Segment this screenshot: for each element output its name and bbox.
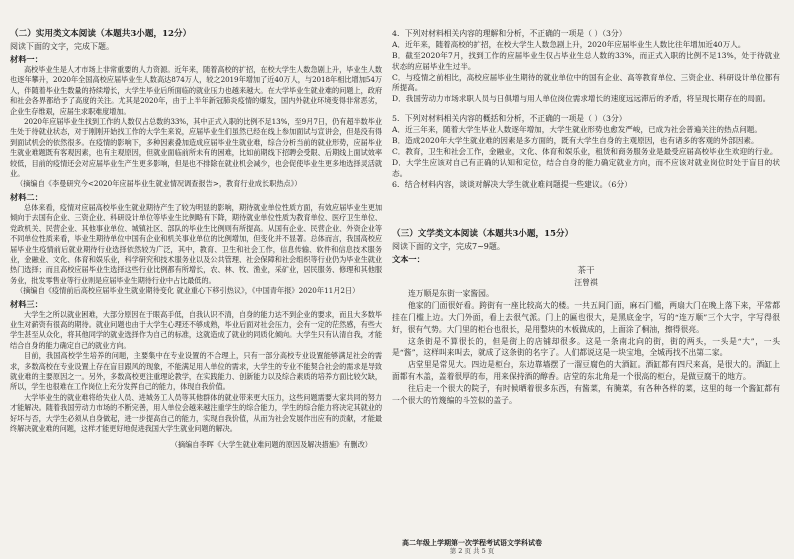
section-title-practical: （二）实用类文本阅读（本题共3小题，12分） [10,29,192,39]
text-1-label: 文本一： [392,254,425,265]
story-paragraph: 店堂里是常见大。四边是柜台，东边靠墙摆了一溜豆腐色的大酒缸。酒缸都有四尺来高，是很大的。酒缸上面都有木盖，盖着很厚的布，用来保持酒的醇香。店堂的东北角是一个很高的柜台，是做豆腐干的地方。 [392,360,780,381]
spacer [392,105,780,113]
story-paragraph: 他家的门面很好看。跨街有一座比较高大的楼。一共五间门面，麻石门槛，两扇大门在晚上落下来，平常都挂在门槛上边。大门外面，看上去很气派。门上的匾也很大，是黑底金字，写的“连万顺”三个大字，字写得很好，很有气势。大门里的柜台也很长，是用整块的木板做成的，上面涂了桐油，擦得很亮。 [392,301,780,334]
material-2-label: 材料二： [10,191,43,202]
exam-title: 高二年级上学期第一次学程考试语文学科试卷 [402,538,542,547]
page-number: 第 2 页 共 5 页 [449,547,495,555]
material-2-source: （摘编自《疫情前后高校应届毕业生就业期待变化 就业重心下移引热议》，《中国青年报》2020年11月2日） [16,286,360,296]
question-4-option-c: C．与疫情之前相比，高校应届毕业生期待的就业单位中的国有企业、高等教育单位、三资企业、科研设计单位都有所提高。 [392,72,780,93]
right-column [392,28,780,406]
left-column [10,28,382,451]
question-4-stem: 4．下列对材料相关内容的理解和分析，不正确的一项是（ ）（3分） [392,29,627,38]
question-5-option-a: A．近三年来，随着大学生毕业人数逐年增加，大学生就业形势也愈发严峻，已成为社会普遍关注的热点问题。 [392,125,762,135]
material-2-paragraph-1: 总体来看，疫情对应届高校毕业生就业期待产生了较为明显的影响，期待就业单位性质方面，有效应届毕业生更加倾向于去国有企业、三资企业、科研设计单位等毕业生比例略有下降，期待就业单位性质为教育单位、医疗卫生单位、党政机关、民营企业、其他事业单位、城镇社区、部队的毕业生比例则有所提高。从国有企业、民营企业、外资企业等不同单位性质来看，毕业生期待单位中国有企业和机关事业单位的比例增加，但变化并不显著。总体而言，我国高校应届毕业生疫情前后就业期待行业选择依然较为广泛，其中，教育、卫生和社会工作，信息传输、软件和信息技术服务业，金融业、文化、体育和娱乐业，科学研究和技术服务业以及公共管理、社会保障和社会组织等行业仍为毕业生就业热门选择；而且高校应届毕业生选择这些行业比例都有所增长，农、林、牧、渔业，采矿业，居民服务、修理和其他服务业，批发零售业等行业则是应届毕业生期待行业中占比最低的。 [10,202,382,285]
literary-instruction: 阅读下面的文字，完成7~9题。 [392,242,505,252]
question-6: 6．结合材料内容，谈谈对解决大学生就业难问题提一些建议。（6分） [392,179,632,189]
material-1-paragraph-2: 2020年应届毕业生找到工作的人数仅占总数的33%，其中正式入职的比例不足13%，至9月7日，仍有超半数毕业生处于待就业状态，对于刚刚开始找工作的大学生来说，应届毕业生们虽然已经在线上参加面试与宣讲会，但是没有得到面试机会的依然很多。在疫情的影响下，多种因素叠加造成应届毕业生就业难，综合分析当前的就业形势，应届毕业生就业难题既有客观因素，也有主观原因，但就业面临前所未有的困难，比如前期线下招聘会受限、后期线上面试效率较低，目前的疫情还会对应届毕业生产生更多影响，但是也不排除在就业机会减少，也会促使毕业生更多地选择灵活就业。 [10,117,382,179]
material-1-paragraph-1: 高校毕业生是人才市场上非常重要的人力资源。近年来，随着高校的扩招，在校大学生人数急剧上升，毕业生人数也逐年攀升，2020年全国高校应届毕业生人数高达874万人，较之2019年增加了近40万人，与2018年相比增加54万人，伴随着毕业生数量的持续增长，大学生毕业后所面临的就业压力也越来越大。在大学毕业生就业难的问题上，政府和社会各界都给予了高度的关注。尤其是2020年，由于上半年新冠肺炎疫情的爆发，国内外就业环境变得非常恶劣，企业生存维艰，应届生求职难度增加。 [10,65,382,116]
material-3-paragraph-1: 大学生之所以就业困难，大部分原因在于眼高手低，自我认识不清，自身的能力达不到企业的要求，而且大多数毕业生对薪资有很高的期待。就业问题也由于大学生心理还不够成熟，毕业后面对社会压力，会有一定的茫然感，有些大学生甚至从众化，将其他同学的就业选择作为自己的标准，这就造成了就业的同质化倾向。大学生只有认清自我，才能结合自身的能力确定自己的就业方向。 [10,309,382,350]
material-3-paragraph-2: 目前，我国高校学生培养的问题，主要集中在专业设置的不合理上，只有一部分高校专业设置能够满足社会的需求，多数高校在专业设置上存在盲目跟风的现象，不能满足用人单位的需求，大学生的专业不能契合社会的需求是导致就业难的主要原因之一。另外，多数高校更注重理论教学，在实践能力、创新能力以及综合素质的培养方面比较欠缺，所以，学生也很难在工作岗位上充分发挥自己的能力，体现自我价值。 [10,351,382,392]
story-paragraph: 连万顺是东街一家酱园。 [408,289,494,299]
material-3-label: 材料三： [10,298,43,309]
section-instruction: 阅读下面的文字，完成下题。 [10,42,114,51]
question-4-option-d: D．我国劳动力市场求职人员与日俱增与用人单位岗位需求增长的速度远远滞后的矛盾，将呈现长期存在的局面。 [392,94,771,104]
story-author: 汪曾祺 [574,278,598,288]
question-5-stem: 5．下列对材料相关内容的概括和分析，不正确的一项是（ ）（3分） [392,114,627,124]
question-5-option-b: B．造成2020年大学生就业难的因素是多方面的，既有大学生自身的主观原因，也有诸多的客观的外部因素。 [392,135,759,145]
material-3-source: （摘编自李晖《大学生就业难问题的原因及解决措施》有删改） [170,440,372,450]
question-5-option-c: C．教育，卫生和社会工作，金融业，文化、体育和娱乐业，租赁和商务服务业是最受应届高校毕业生欢迎的行业。 [392,146,778,156]
material-1-label: 材料一： [10,54,43,64]
story-paragraph: 往后走一个很大的院子，有时候晒着很多东西，有酱菜，有腌菜，有各种各样的菜，这里的每一个酱缸都有一个很大的竹篾编的斗笠似的盖子。 [392,383,780,405]
question-4-option-b: B．截至2020年7月，找到工作的应届毕业生仅占毕业生总人数的33%，而正式入职的比例不足13%，处于待就业状态的应届毕业生过半。 [392,50,780,71]
material-1-source: （摘编自《李曼研究今<2020年应届毕业生就业情况调查报告>，教育行业成长职热点》） [16,179,302,189]
story-title: 茶干 [577,266,595,277]
section-title-literary: （三）文学类文本阅读（本题共3小题，15分） [392,229,574,240]
answer-space [392,190,780,228]
page-footer [0,538,794,555]
material-3-paragraph-3: 大学毕业生的就业难将给失业人员、进城务工人员等其他群体的就业带来更大压力，这些问题需要大家共同的努力才能解决。随着我国劳动力市场的不断完善，用人单位会越来越注重学生的综合能力，学生的综合能力将决定其就业的好坏与否，大学生必须从自身做起，进一步提高自己的能力，实现自我价值，从而为社会发展作出应有的贡献，才能最终解决就业难的问题，这样才能更好地促进我国大学生就业问题的解决。 [10,392,382,433]
question-5-option-d: D．大学生应该对自己有正确的认知和定位，结合自身的能力确定就业方向，而不应该对就业岗位时处于盲目的状态。 [392,157,780,178]
story-paragraph: 这条街是不算很长的，但是街上的店铺却很多。这是一条南北向的街，街的两头，一头是“大”，一头是“酱”，这样叫来叫去，就成了这条街的名字了。人们都说这是一块宝地，全城再找不出第二家。 [392,336,780,358]
question-4-option-a: A．近年来，随着高校的扩招，在校大学生人数急剧上升，2020年应届毕业生人数比往年增加近40万人。 [392,39,746,49]
